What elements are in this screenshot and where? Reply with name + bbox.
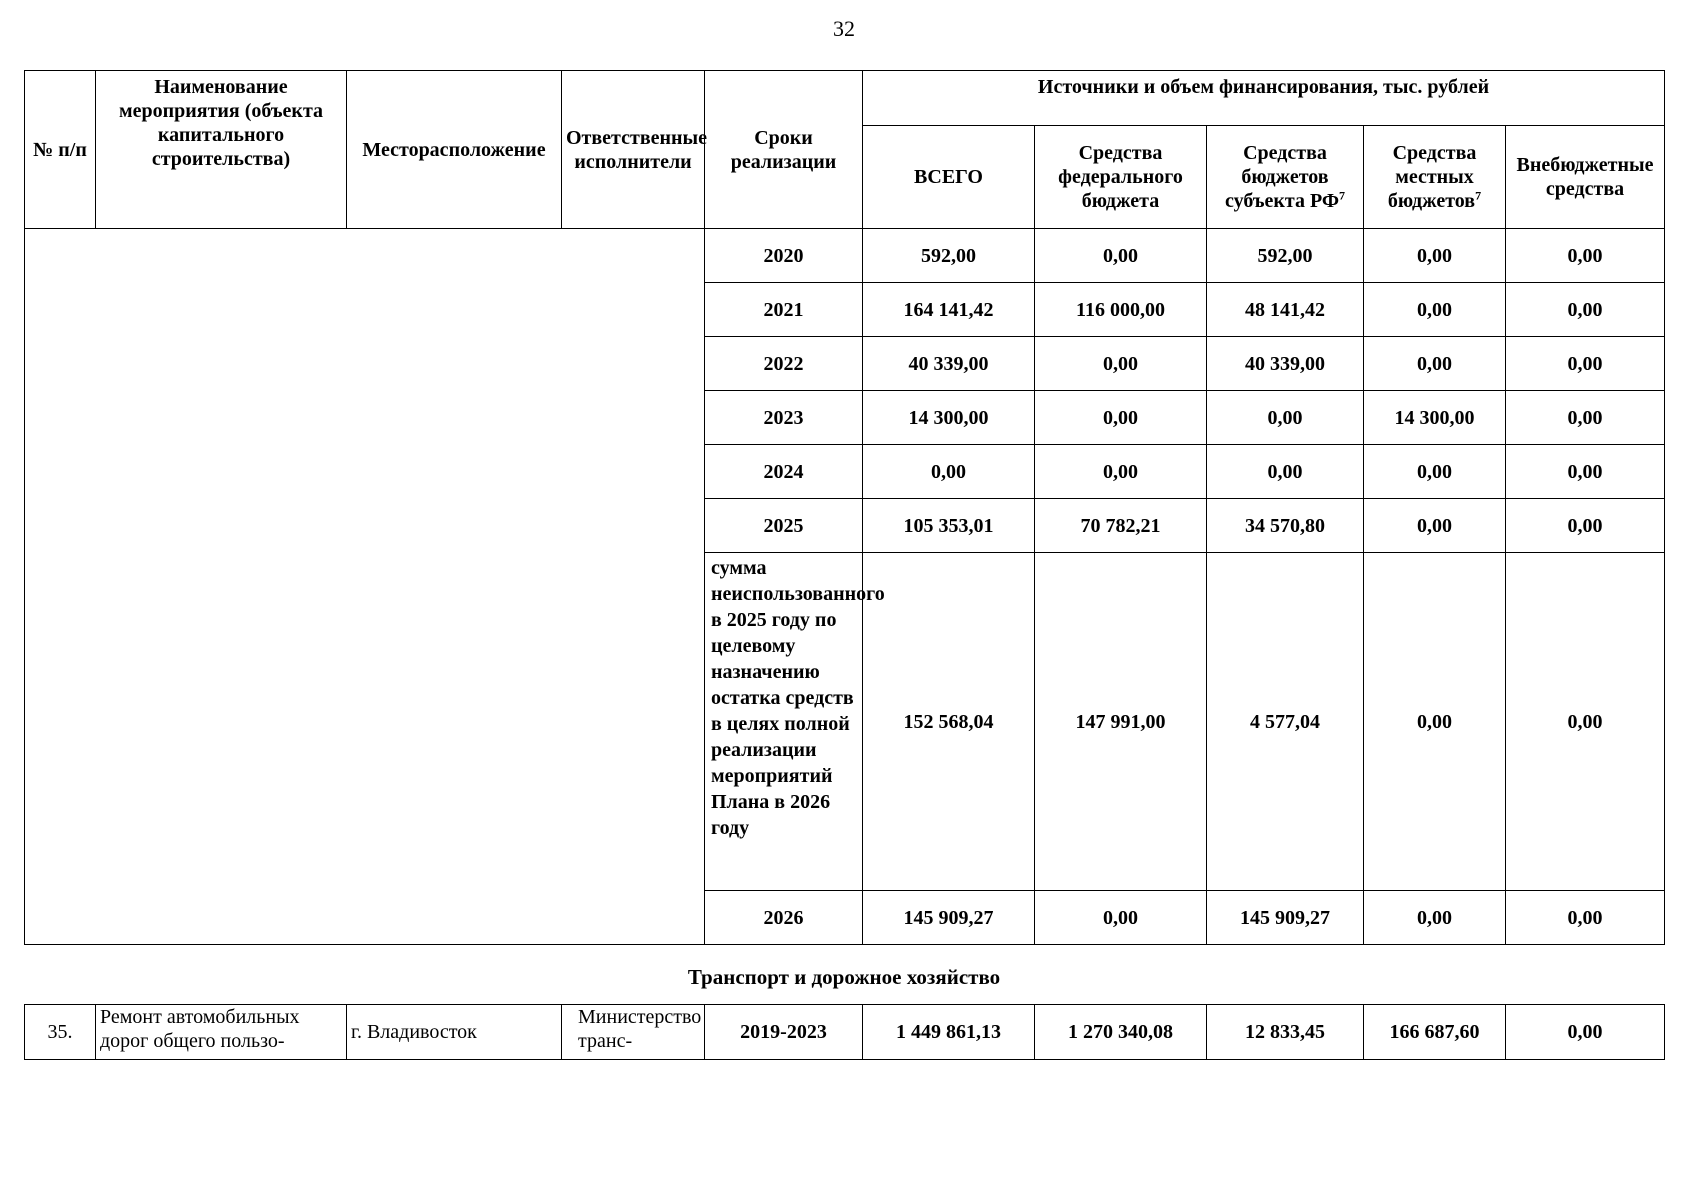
table-row-item-35 [25, 1005, 1665, 1060]
item-subject: 12 833,45 [1207, 1005, 1364, 1060]
row-period: 2023 [705, 391, 863, 445]
item-location: г. Владивосток [347, 1005, 562, 1060]
table-row [25, 229, 1665, 283]
row-total: 592,00 [863, 229, 1035, 283]
item-local: 166 687,60 [1364, 1005, 1506, 1060]
header-row-top [25, 71, 1665, 126]
row-extra: 0,00 [1506, 391, 1665, 445]
row-period: 2021 [705, 283, 863, 337]
row-extra: 0,00 [1506, 499, 1665, 553]
row-subject: 40 339,00 [1207, 337, 1364, 391]
page-number: 32 [833, 16, 855, 41]
row-extra: 0,00 [1506, 553, 1665, 891]
row-local: 0,00 [1364, 445, 1506, 499]
header-local-footnote: 7 [1475, 188, 1482, 203]
transport-table [24, 1004, 1665, 1060]
row-extra: 0,00 [1506, 337, 1665, 391]
header-extra: Внебюджетные средства [1506, 126, 1665, 229]
header-responsible: Ответственные исполнители [562, 71, 705, 229]
row-subject: 4 577,04 [1207, 553, 1364, 891]
row-total: 164 141,42 [863, 283, 1035, 337]
item-responsible: Министерство транс- [562, 1005, 705, 1060]
header-location: Месторасположение [347, 71, 562, 229]
row-local: 0,00 [1364, 337, 1506, 391]
row-extra: 0,00 [1506, 229, 1665, 283]
row-federal: 147 991,00 [1035, 553, 1207, 891]
row-total: 14 300,00 [863, 391, 1035, 445]
row-federal: 0,00 [1035, 445, 1207, 499]
row-period-unused: сумма неиспользованного в 2025 году по целевому назначению остатка средств в целях полной реализации мероприятий Плана в 2026 году [705, 553, 863, 891]
row-subject: 0,00 [1207, 445, 1364, 499]
row-period: 2026 [705, 891, 863, 945]
financing-table [24, 70, 1665, 945]
row-total: 40 339,00 [863, 337, 1035, 391]
header-subject [1207, 126, 1364, 229]
row-period: 2024 [705, 445, 863, 499]
row-local: 0,00 [1364, 553, 1506, 891]
row-subject: 48 141,42 [1207, 283, 1364, 337]
item-num: 35. [25, 1005, 96, 1060]
row-extra: 0,00 [1506, 445, 1665, 499]
item-period: 2019-2023 [705, 1005, 863, 1060]
header-federal: Средства федерального бюджета [1035, 126, 1207, 229]
row-local: 0,00 [1364, 229, 1506, 283]
header-sources: Источники и объем финансирования, тыс. рублей [863, 71, 1665, 126]
item-name: Ремонт автомобильных дорог общего пользо- [96, 1005, 347, 1060]
row-federal: 70 782,21 [1035, 499, 1207, 553]
row-total: 0,00 [863, 445, 1035, 499]
row-total: 145 909,27 [863, 891, 1035, 945]
row-federal: 0,00 [1035, 391, 1207, 445]
merged-blank-cell [25, 229, 705, 945]
header-name: Наименование мероприятия (объекта капитального строительства) [96, 71, 347, 229]
header-local-label: Средства местных бюджетов [1387, 142, 1477, 212]
row-local: 14 300,00 [1364, 391, 1506, 445]
header-subject-footnote: 7 [1339, 188, 1346, 203]
row-period: 2025 [705, 499, 863, 553]
row-subject: 145 909,27 [1207, 891, 1364, 945]
row-local: 0,00 [1364, 499, 1506, 553]
header-subject-label: Средства бюджетов субъекта РФ [1224, 142, 1340, 212]
row-total: 152 568,04 [863, 553, 1035, 891]
header-terms: Сроки реализации [705, 71, 863, 229]
row-total: 105 353,01 [863, 499, 1035, 553]
header-num: № п/п [25, 71, 96, 229]
item-federal: 1 270 340,08 [1035, 1005, 1207, 1060]
row-local: 0,00 [1364, 891, 1506, 945]
row-federal: 116 000,00 [1035, 283, 1207, 337]
row-subject: 34 570,80 [1207, 499, 1364, 553]
row-local: 0,00 [1364, 283, 1506, 337]
row-subject: 592,00 [1207, 229, 1364, 283]
row-subject: 0,00 [1207, 391, 1364, 445]
row-period: 2022 [705, 337, 863, 391]
header-total: ВСЕГО [863, 126, 1035, 229]
row-federal: 0,00 [1035, 337, 1207, 391]
row-extra: 0,00 [1506, 891, 1665, 945]
header-local [1364, 126, 1506, 229]
row-federal: 0,00 [1035, 229, 1207, 283]
row-period: 2020 [705, 229, 863, 283]
row-federal: 0,00 [1035, 891, 1207, 945]
item-total: 1 449 861,13 [863, 1005, 1035, 1060]
row-extra: 0,00 [1506, 283, 1665, 337]
item-extra: 0,00 [1506, 1005, 1665, 1060]
section-title: Транспорт и дорожное хозяйство [687, 965, 1001, 989]
